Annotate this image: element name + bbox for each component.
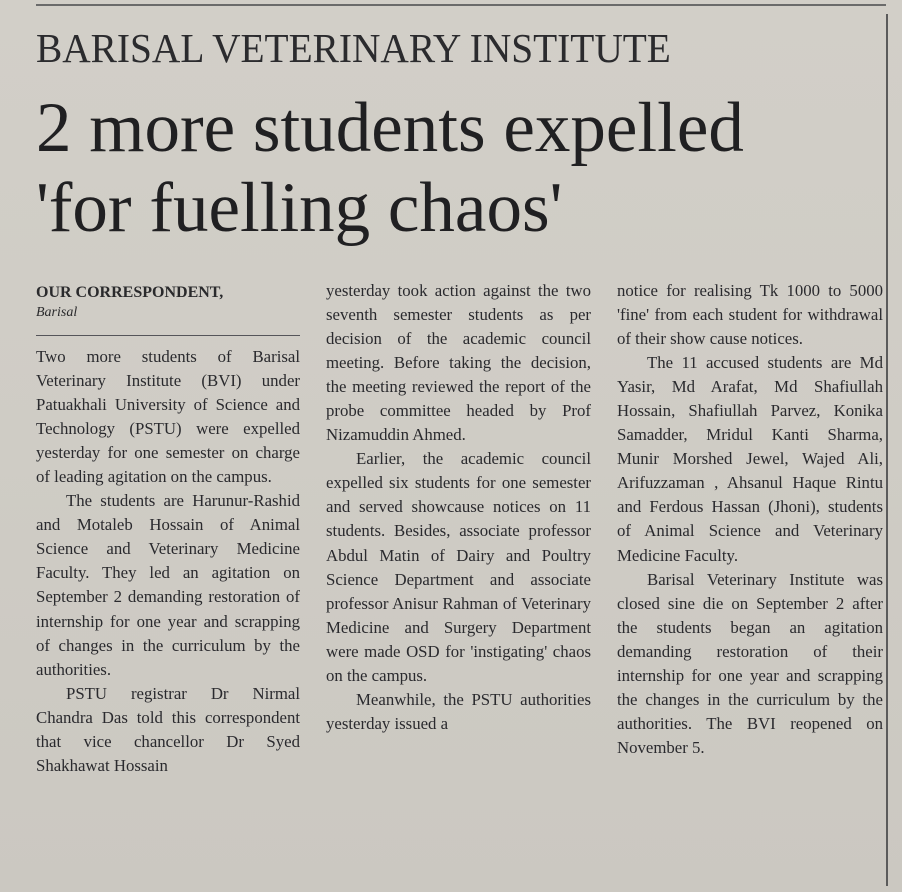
section-kicker: BARISAL VETERINARY INSTITUTE [36,25,671,71]
headline-line-1: 2 more students expelled [36,89,744,167]
byline-divider [36,335,300,336]
paragraph: Earlier, the academic council expelled six students for one semester and served showcause notices on 11 students. Besides, associate professor Abdul Matin of Dairy and Poultry Science Department and associate professor Anisur Rahman of Veterinary Medicine and Surgery Department were made OSD for 'instigating' chaos on the campus. [326,449,591,685]
byline: OUR CORRESPONDENT, [36,284,224,301]
paragraph: Two more students of Barisal Veterinary Institute (BVI) under Patuakhali University of Science and Technology (PSTU) were expelled yesterday for one semester on charge of leading agitation on the campus. [36,347,300,487]
paragraph: The students are Harunur-Rashid and Motaleb Hossain of Animal Science and Veterinary Medicine Faculty. They led an agitation on September 2 demanding restoration of internship for one year and scrapping of changes in the curriculum by the authorities. [36,491,300,679]
paragraph: notice for realising Tk 1000 to 5000 'fine' from each student for withdrawal of their show cause notices. [617,281,883,349]
article-column-3 [617,279,883,760]
paragraph: yesterday took action against the two seventh semester students as per decision of the academic council meeting. Before taking the decision, the meeting reviewed the report of the probe committee headed by Prof Nizamuddin Ahmed. [326,281,591,445]
dateline: Barisal [36,305,78,320]
article-column-1 [36,345,300,778]
paragraph: Barisal Veterinary Institute was closed sine die on September 2 after the students began an agitation demanding restoration of their internship for one year and scrapping the changes in the curriculum by the authorities. The BVI reopened on November 5. [617,569,883,757]
headline [36,88,744,248]
paragraph: PSTU registrar Dr Nirmal Chandra Das told this correspondent that vice chancellor Dr Syed Shakhawat Hossain [36,683,300,775]
article-column-2 [326,279,591,736]
paragraph: Meanwhile, the PSTU authorities yesterday issued a [326,689,591,733]
right-column-rule [886,14,888,886]
top-column-rule [36,4,886,6]
headline-line-2: 'for fuelling chaos' [36,169,563,247]
paragraph: The 11 accused students are Md Yasir, Md Arafat, Md Shafiullah Hossain, Shafiullah Parvez, Konika Samadder, Mridul Kanti Sharma, Munir Morshed Jewel, Wajed Ali, Arifuzzaman , Ahsanul Haque Rintu and Ferdous Hassan (Jhoni), students of Animal Science and Veterinary Medicine Faculty. [617,353,883,565]
